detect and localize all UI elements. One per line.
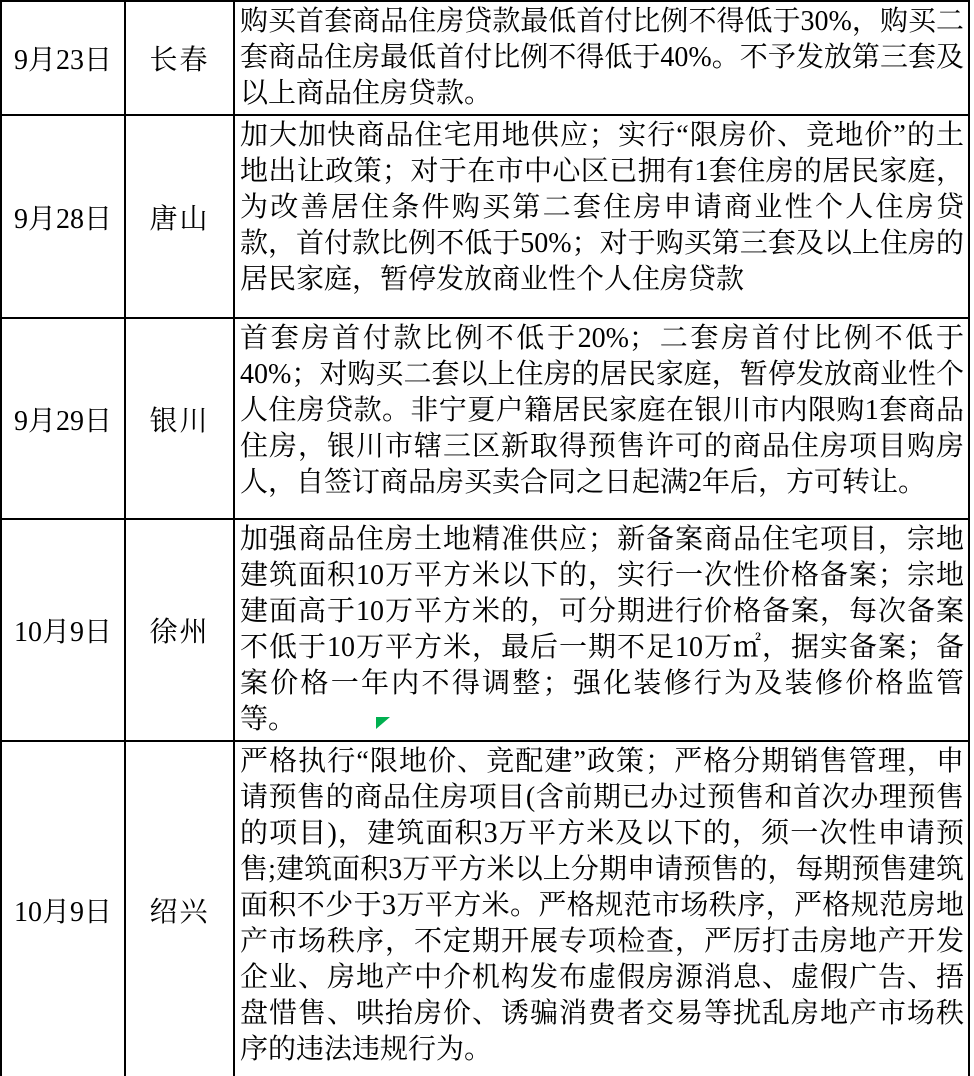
table-row [1, 741, 969, 1076]
date-cell: 9月23日 [1, 1, 125, 115]
policy-cell: 首套房首付款比例不低于20%；二套房首付比例不低于40%；对购买二套以上住房的居民家庭，暂停发放商业性个人住房贷款。非宁夏户籍居民家庭在银川市内限购1套商品住房，银川市辖三区新取得预售许可的商品住房项目购房人，自签订商品房买卖合同之日起满2年后，方可转让。 [234, 318, 969, 519]
policy-cell: 严格执行“限地价、竞配建”政策；严格分期销售管理，申请预售的商品住房项目(含前期已办过预售和首次办理预售的项目)，建筑面积3万平方米及以下的，须一次性申请预售;建筑面积3万平方米以上分期申请预售的，每期预售建筑面积不少于3万平方米。严格规范市场秩序，严格规范房地产市场秩序，不定期开展专项检查，严厉打击房地产开发企业、房地产中介机构发布虚假房源消息、虚假广告、捂盘惜售、哄抬房价、诱骗消费者交易等扰乱房地产市场秩序的违法违规行为。 [234, 741, 969, 1076]
policy-cell: 购买首套商品住房贷款最低首付比例不得低于30%，购买二套商品住房最低首付比例不得低于40%。不予发放第三套及以上商品住房贷款。 [234, 1, 969, 115]
date-cell: 10月9日 [1, 741, 125, 1076]
policy-cell: 加强商品住房土地精准供应；新备案商品住宅项目，宗地建筑面积10万平方米以下的，实行一次性价格备案；宗地建面高于10万平方米的，可分期进行价格备案，每次备案不低于10万平方米，最后一期不足10万㎡，据实备案；备案价格一年内不得调整；强化装修行为及装修价格监管等。 [234, 519, 969, 741]
table-row [1, 1, 969, 115]
city-cell: 徐州 [125, 519, 234, 741]
date-cell: 9月28日 [1, 115, 125, 318]
city-cell: 绍兴 [125, 741, 234, 1076]
city-cell: 唐山 [125, 115, 234, 318]
city-cell: 银川 [125, 318, 234, 519]
table-row [1, 115, 969, 318]
date-cell: 9月29日 [1, 318, 125, 519]
date-cell: 10月9日 [1, 519, 125, 741]
policy-cell: 加大加快商品住宅用地供应；实行“限房价、竞地价”的土地出让政策；对于在市中心区已拥有1套住房的居民家庭，为改善居住条件购买第二套住房申请商业性个人住房贷款，首付款比例不低于50%；对于购买第三套及以上住房的居民家庭，暂停发放商业性个人住房贷款 [234, 115, 969, 318]
table-row [1, 318, 969, 519]
table-row [1, 519, 969, 741]
city-cell: 长春 [125, 1, 234, 115]
